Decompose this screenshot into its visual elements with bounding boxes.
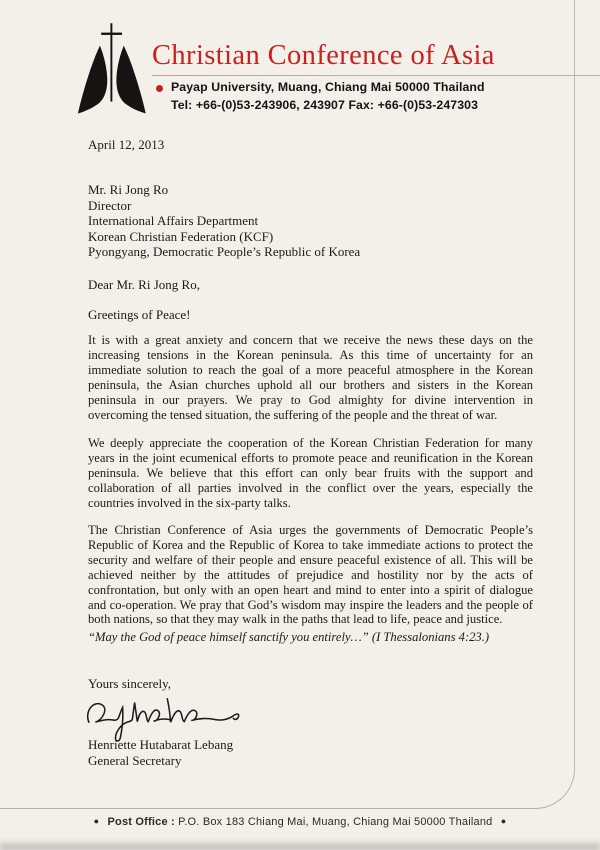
salutation: Dear Mr. Ri Jong Ro, bbox=[88, 277, 200, 292]
signer-title: General Secretary bbox=[88, 753, 182, 768]
organization-name: Christian Conference of Asia bbox=[152, 40, 495, 71]
footer-text: P.O. Box 183 Chiang Mai, Muang, Chiang Mai 50000 Thailand bbox=[178, 816, 493, 828]
body-paragraph-2: We deeply appreciate the cooperation of the Korean Christian Federation for many years in the joint ecumenical efforts to promote peace and reunification in the Korean peninsula. We believe that this effort can only bear fruits with the support and collaboration of all parties involved in the conflict over the years, especially the countries involved in the six-party talks. bbox=[88, 436, 533, 510]
header-red-dot-icon bbox=[156, 85, 163, 92]
footer-post-office-line bbox=[0, 816, 600, 828]
recipient-line: Director bbox=[88, 197, 132, 213]
greeting-line: Greetings of Peace! bbox=[88, 307, 191, 322]
body-paragraph-3: The Christian Conference of Asia urges the governments of Democratic People’s Republic of Korea and the Republic of Korea to take immediate actions to protect the security and welfare of their people and ensure peaceful existence of all. This will be achieved neither by the attitudes of prejudice and hostility nor by the acts of confrontation, but only with an open heart and mind to enter into a spirit of dialogue and co-operation. We pray that God’s wisdom may inspire the leaders and the people of both nations, so that they may walk in the paths that lead to life, peace and justice. bbox=[88, 523, 533, 627]
recipient-line: Mr. Ri Jong Ro bbox=[88, 182, 169, 197]
header-address-line: Payap University, Muang, Chiang Mai 50000 Thailand bbox=[171, 80, 485, 94]
header-tel-fax-line: Tel: +66-(0)53-243906, 243907 Fax: +66-(0)53-247303 bbox=[171, 98, 479, 112]
scan-edge-shadow bbox=[0, 839, 600, 850]
recipient-line: Korean Christian Federation (KCF) bbox=[88, 228, 274, 244]
signer-name: Henriette Hutabarat Lebang bbox=[88, 737, 234, 752]
scripture-quote: “May the God of peace himself sanctify you entirely…” (I Thessalonians 4:23.) bbox=[88, 630, 490, 644]
body-paragraph-1: It is with a great anxiety and concern that we receive the news these days on the increasing tensions in the Korean peninsula. As this time of uncertainty for an immediate solution to reach the goal of a more peaceful atmosphere in the Korean peninsula, the Asian churches uphold all our brothers and sisters in the Korean peninsula in our prayers. We pray to God almighty for divine intervention in overcoming the tensed situation, the suffering of the people and the threat of war. bbox=[88, 333, 533, 422]
recipient-address-block bbox=[88, 182, 360, 260]
footer-left-dot-icon: ● bbox=[93, 816, 100, 826]
recipient-line: Pyongyang, Democratic People’s Republic of Korea bbox=[88, 244, 361, 260]
title-underline-rule bbox=[152, 75, 600, 76]
letter-date: April 12, 2013 bbox=[88, 137, 165, 152]
footer-right-dot-icon: ● bbox=[500, 816, 507, 826]
footer-label: Post Office : bbox=[107, 816, 175, 828]
recipient-line: International Affairs Department bbox=[88, 213, 259, 229]
closing-line: Yours sincerely, bbox=[88, 676, 172, 691]
